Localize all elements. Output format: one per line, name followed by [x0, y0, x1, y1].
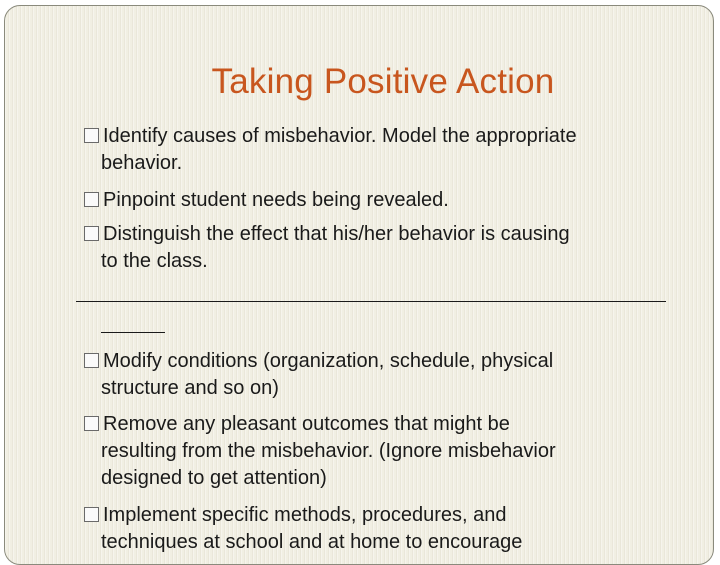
checkbox-square-icon [84, 226, 99, 241]
bullet-text-line: Modify conditions (organization, schedule, physical [103, 350, 554, 372]
bullet-text-line: Identify causes of misbehavior. Model the appropriate [103, 125, 577, 147]
separator-line-short [101, 332, 165, 333]
checkbox-square-icon [84, 507, 99, 522]
bullet-text-line: resulting from the misbehavior. (Ignore misbehavior [101, 440, 556, 462]
bullet-text-line: Remove any pleasant outcomes that might be [103, 413, 510, 435]
bullet-text-line: Pinpoint student needs being revealed. [103, 189, 449, 211]
bullet-text-line: to the class. [101, 250, 208, 272]
checkbox-square-icon [84, 416, 99, 431]
bullet-text-line: behavior. [101, 152, 183, 174]
bullet-text-line: structure and so on) [101, 377, 279, 399]
separator-line [76, 301, 666, 302]
checkbox-square-icon [84, 192, 99, 207]
bullet-text-line: techniques at school and at home to encourage [101, 531, 523, 553]
checkbox-square-icon [84, 128, 99, 143]
slide-body [5, 6, 714, 565]
slide-frame [4, 5, 714, 565]
bullet-text-line: Implement specific methods, procedures, and [103, 504, 507, 526]
bullet-text-line: Distinguish the effect that his/her behavior is causing [103, 223, 570, 245]
bullet-text-line: designed to get attention) [101, 467, 327, 489]
slide-title: Taking Positive Action [211, 62, 555, 101]
checkbox-square-icon [84, 353, 99, 368]
